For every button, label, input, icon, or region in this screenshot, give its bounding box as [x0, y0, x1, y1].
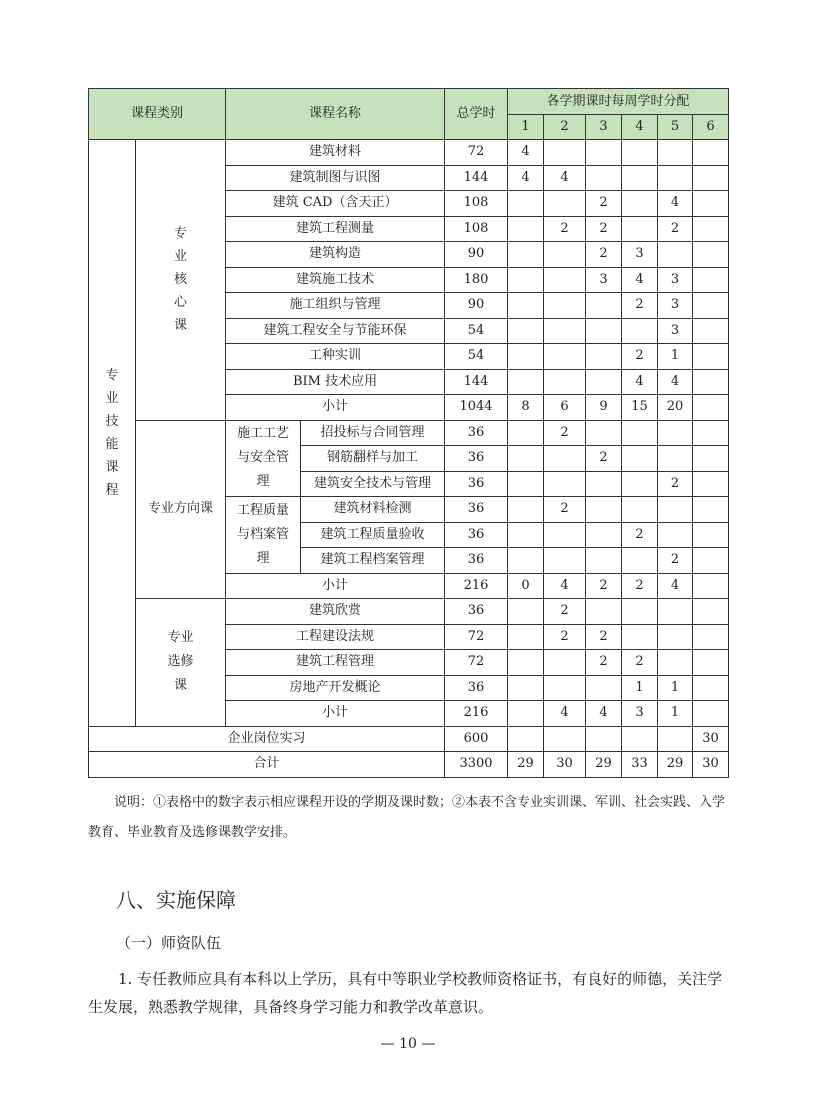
- semester-hours-cell: [622, 318, 658, 344]
- header-distribution: 各学期课时每周学时分配: [508, 89, 729, 115]
- semester-hours-cell: 2: [544, 497, 586, 523]
- semester-hours-cell: [508, 675, 544, 701]
- semester-hours-cell: 2: [622, 344, 658, 370]
- semester-hours-cell: [508, 548, 544, 574]
- course-name-cell: 建筑工程质量验收: [301, 522, 445, 548]
- semester-hours-cell: 2: [586, 216, 622, 242]
- course-schedule-table: [88, 88, 729, 778]
- semester-hours-cell: 3: [658, 293, 693, 319]
- semester-hours-cell: [508, 726, 544, 752]
- total-hours-cell: 54: [445, 344, 508, 370]
- semester-hours-cell: [508, 522, 544, 548]
- total-hours-cell: 36: [445, 522, 508, 548]
- page-number: — 10 —: [380, 1036, 436, 1052]
- semester-hours-cell: 4: [586, 701, 622, 727]
- semester-hours-cell: [658, 624, 693, 650]
- semester-hours-cell: [586, 548, 622, 574]
- section-heading: 八、实施保障: [116, 888, 236, 912]
- semester-hours-cell: 4: [544, 165, 586, 191]
- semester-hours-cell: 2: [544, 624, 586, 650]
- course-name-cell: 建筑构造: [226, 242, 445, 268]
- semester-hours-cell: [586, 599, 622, 625]
- course-name-cell: 小计: [226, 701, 445, 727]
- semester-hours-cell: 2: [622, 293, 658, 319]
- semester-hours-cell: [693, 675, 729, 701]
- semester-hours-cell: [622, 497, 658, 523]
- semester-hours-cell: 1: [658, 344, 693, 370]
- header-semester: 5: [658, 115, 693, 140]
- semester-hours-cell: [508, 318, 544, 344]
- internship-row: [89, 726, 729, 752]
- semester-hours-cell: [508, 267, 544, 293]
- total-hours-cell: 72: [445, 650, 508, 676]
- semester-hours-cell: [693, 242, 729, 268]
- semester-hours-cell: [693, 369, 729, 395]
- semester-hours-cell: [622, 140, 658, 166]
- total-hours-cell: 3300: [445, 752, 508, 778]
- semester-hours-cell: [508, 446, 544, 472]
- total-hours-cell: 36: [445, 548, 508, 574]
- header-semester: 6: [693, 115, 729, 140]
- semester-hours-cell: 2: [658, 471, 693, 497]
- semester-hours-cell: 30: [544, 752, 586, 778]
- course-name-cell: 建筑 CAD（含天正）: [226, 191, 445, 217]
- course-name-cell: 企业岗位实习: [89, 726, 445, 752]
- semester-hours-cell: 30: [693, 726, 729, 752]
- semester-hours-cell: 2: [586, 573, 622, 599]
- course-name-cell: BIM 技术应用: [226, 369, 445, 395]
- semester-hours-cell: [508, 599, 544, 625]
- semester-hours-cell: [508, 701, 544, 727]
- semester-hours-cell: [693, 471, 729, 497]
- subsection-heading: （一）师资队伍: [116, 934, 222, 952]
- semester-hours-cell: [693, 395, 729, 421]
- semester-hours-cell: 2: [658, 216, 693, 242]
- header-semester: 3: [586, 115, 622, 140]
- semester-hours-cell: [693, 624, 729, 650]
- table-row: [89, 599, 729, 625]
- course-name-cell: 小计: [226, 395, 445, 421]
- group-core-cell: [136, 140, 226, 421]
- total-hours-cell: 144: [445, 165, 508, 191]
- semester-hours-cell: [658, 420, 693, 446]
- total-hours-cell: 90: [445, 242, 508, 268]
- course-name-cell: 工种实训: [226, 344, 445, 370]
- semester-hours-cell: [658, 140, 693, 166]
- semester-hours-cell: 4: [658, 191, 693, 217]
- course-name-cell: 小计: [226, 573, 445, 599]
- semester-hours-cell: 2: [586, 446, 622, 472]
- table-note: 说明：①表格中的数字表示相应课程开设的学期及课时数；②本表不含专业实训课、军训、社会实践、入学教育、毕业教育及选修课教学安排。: [88, 795, 726, 840]
- total-hours-cell: 108: [445, 191, 508, 217]
- semester-hours-cell: [544, 522, 586, 548]
- semester-hours-cell: [586, 726, 622, 752]
- semester-hours-cell: [586, 522, 622, 548]
- semester-hours-cell: [622, 624, 658, 650]
- semester-hours-cell: 4: [658, 369, 693, 395]
- semester-hours-cell: 15: [622, 395, 658, 421]
- semester-hours-cell: 3: [586, 267, 622, 293]
- semester-hours-cell: [508, 293, 544, 319]
- semester-hours-cell: [544, 369, 586, 395]
- group-direction-cell: 专业方向课: [136, 420, 226, 599]
- semester-hours-cell: [658, 165, 693, 191]
- semester-hours-cell: 3: [622, 701, 658, 727]
- semester-hours-cell: [693, 267, 729, 293]
- group-main-cell-text: 专业技能课程: [105, 367, 119, 498]
- subgroup-quality-text: 工程质量与档案管理: [237, 502, 290, 566]
- course-name-cell: 房地产开发概论: [226, 675, 445, 701]
- course-name-cell: 建筑制图与识图: [226, 165, 445, 191]
- semester-hours-cell: [693, 165, 729, 191]
- total-hours-cell: 180: [445, 267, 508, 293]
- total-hours-cell: 54: [445, 318, 508, 344]
- semester-hours-cell: 4: [508, 140, 544, 166]
- semester-hours-cell: [544, 191, 586, 217]
- semester-hours-cell: [508, 650, 544, 676]
- semester-hours-cell: [544, 140, 586, 166]
- group-main-cell: [89, 140, 136, 727]
- total-hours-cell: 600: [445, 726, 508, 752]
- semester-hours-cell: [622, 446, 658, 472]
- body-paragraph: 1. 专任教师应具有本科以上学历，具有中等职业学校教师资格证书，有良好的师德，关注学生发展，熟悉教学规律，具备终身学习能力和教学改革意识。: [88, 970, 723, 1016]
- semester-hours-cell: [658, 650, 693, 676]
- semester-hours-cell: [586, 369, 622, 395]
- semester-hours-cell: [586, 318, 622, 344]
- semester-hours-cell: [658, 522, 693, 548]
- semester-hours-cell: [586, 471, 622, 497]
- semester-hours-cell: [544, 344, 586, 370]
- semester-hours-cell: 9: [586, 395, 622, 421]
- semester-hours-cell: [622, 216, 658, 242]
- semester-hours-cell: 30: [693, 752, 729, 778]
- semester-hours-cell: [693, 573, 729, 599]
- course-name-cell: 建筑工程档案管理: [301, 548, 445, 574]
- semester-hours-cell: 6: [544, 395, 586, 421]
- semester-hours-cell: [693, 293, 729, 319]
- semester-hours-cell: [693, 446, 729, 472]
- course-name-cell: 建筑工程测量: [226, 216, 445, 242]
- semester-hours-cell: 0: [508, 573, 544, 599]
- header-course-name: 课程名称: [226, 89, 445, 140]
- semester-hours-cell: [508, 369, 544, 395]
- semester-hours-cell: [658, 446, 693, 472]
- table-row: [89, 140, 729, 166]
- semester-hours-cell: [693, 599, 729, 625]
- semester-hours-cell: 29: [586, 752, 622, 778]
- course-name-cell: 合计: [89, 752, 445, 778]
- table-row: [89, 420, 729, 446]
- semester-hours-cell: 33: [622, 752, 658, 778]
- semester-hours-cell: 4: [544, 701, 586, 727]
- semester-hours-cell: [544, 446, 586, 472]
- semester-hours-cell: 2: [622, 573, 658, 599]
- course-name-cell: 钢筋翻样与加工: [301, 446, 445, 472]
- semester-hours-cell: [508, 420, 544, 446]
- semester-hours-cell: 3: [622, 242, 658, 268]
- group-elective-text: 专业选修课: [167, 630, 194, 694]
- total-hours-cell: 36: [445, 675, 508, 701]
- semester-hours-cell: 2: [622, 650, 658, 676]
- semester-hours-cell: [586, 497, 622, 523]
- semester-hours-cell: [658, 599, 693, 625]
- course-name-cell: 工程建设法规: [226, 624, 445, 650]
- semester-hours-cell: [658, 497, 693, 523]
- semester-hours-cell: [693, 318, 729, 344]
- semester-hours-cell: [586, 675, 622, 701]
- semester-hours-cell: 2: [544, 216, 586, 242]
- subgroup-safety-text: 施工工艺与安全管理: [237, 426, 290, 490]
- semester-hours-cell: [622, 599, 658, 625]
- group-core-cell-text: 专业核心课: [174, 226, 188, 334]
- semester-hours-cell: [544, 471, 586, 497]
- total-hours-cell: 216: [445, 573, 508, 599]
- header-semester: 1: [508, 115, 544, 140]
- semester-hours-cell: [544, 726, 586, 752]
- semester-hours-cell: [508, 497, 544, 523]
- semester-hours-cell: 2: [544, 599, 586, 625]
- total-hours-cell: 108: [445, 216, 508, 242]
- semester-hours-cell: [508, 471, 544, 497]
- semester-hours-cell: [544, 548, 586, 574]
- semester-hours-cell: [622, 548, 658, 574]
- semester-hours-cell: [508, 191, 544, 217]
- semester-hours-cell: 2: [622, 522, 658, 548]
- semester-hours-cell: 2: [658, 548, 693, 574]
- total-hours-cell: 1044: [445, 395, 508, 421]
- semester-hours-cell: [508, 242, 544, 268]
- total-hours-cell: 36: [445, 471, 508, 497]
- semester-hours-cell: 1: [658, 675, 693, 701]
- semester-hours-cell: [622, 471, 658, 497]
- semester-hours-cell: [693, 650, 729, 676]
- total-hours-cell: 36: [445, 446, 508, 472]
- semester-hours-cell: 29: [508, 752, 544, 778]
- semester-hours-cell: [544, 267, 586, 293]
- course-name-cell: 建筑工程安全与节能环保: [226, 318, 445, 344]
- total-hours-cell: 216: [445, 701, 508, 727]
- semester-hours-cell: [693, 548, 729, 574]
- semester-hours-cell: 20: [658, 395, 693, 421]
- semester-hours-cell: [586, 293, 622, 319]
- semester-hours-cell: [693, 191, 729, 217]
- course-name-cell: 施工组织与管理: [226, 293, 445, 319]
- semester-hours-cell: 29: [658, 752, 693, 778]
- semester-hours-cell: [658, 726, 693, 752]
- semester-hours-cell: [693, 497, 729, 523]
- course-name-cell: 建筑材料检测: [301, 497, 445, 523]
- semester-hours-cell: [544, 318, 586, 344]
- course-name-cell: 建筑欣赏: [226, 599, 445, 625]
- semester-hours-cell: [658, 242, 693, 268]
- semester-hours-cell: [586, 140, 622, 166]
- course-name-cell: 建筑安全技术与管理: [301, 471, 445, 497]
- semester-hours-cell: 3: [658, 318, 693, 344]
- semester-hours-cell: [622, 420, 658, 446]
- header-total-hours: 总学时: [445, 89, 508, 140]
- header-category: 课程类别: [89, 89, 226, 140]
- header-semester: 4: [622, 115, 658, 140]
- semester-hours-cell: [693, 140, 729, 166]
- course-name-cell: 招投标与合同管理: [301, 420, 445, 446]
- semester-hours-cell: 4: [508, 165, 544, 191]
- total-hours-cell: 36: [445, 599, 508, 625]
- semester-hours-cell: 4: [622, 267, 658, 293]
- semester-hours-cell: [586, 344, 622, 370]
- semester-hours-cell: [544, 242, 586, 268]
- semester-hours-cell: 2: [586, 650, 622, 676]
- semester-hours-cell: [544, 293, 586, 319]
- semester-hours-cell: 4: [622, 369, 658, 395]
- semester-hours-cell: [693, 701, 729, 727]
- subgroup-safety-cell: [226, 420, 301, 497]
- semester-hours-cell: 2: [586, 242, 622, 268]
- semester-hours-cell: 3: [658, 267, 693, 293]
- total-hours-cell: 90: [445, 293, 508, 319]
- semester-hours-cell: [544, 675, 586, 701]
- total-hours-cell: 36: [445, 420, 508, 446]
- semester-hours-cell: 4: [544, 573, 586, 599]
- total-row: [89, 752, 729, 778]
- total-hours-cell: 144: [445, 369, 508, 395]
- course-name-cell: 建筑材料: [226, 140, 445, 166]
- semester-hours-cell: [508, 216, 544, 242]
- semester-hours-cell: [508, 344, 544, 370]
- semester-hours-cell: [544, 650, 586, 676]
- group-elective-cell: [136, 599, 226, 727]
- semester-hours-cell: [622, 165, 658, 191]
- course-name-cell: 建筑工程管理: [226, 650, 445, 676]
- semester-hours-cell: 2: [586, 624, 622, 650]
- semester-hours-cell: 1: [658, 701, 693, 727]
- semester-hours-cell: [508, 624, 544, 650]
- subgroup-quality-cell: [226, 497, 301, 574]
- semester-hours-cell: [693, 420, 729, 446]
- semester-hours-cell: [693, 344, 729, 370]
- semester-hours-cell: [693, 522, 729, 548]
- course-name-cell: 建筑施工技术: [226, 267, 445, 293]
- total-hours-cell: 72: [445, 624, 508, 650]
- semester-hours-cell: 2: [544, 420, 586, 446]
- semester-hours-cell: [622, 726, 658, 752]
- semester-hours-cell: 2: [586, 191, 622, 217]
- semester-hours-cell: 1: [622, 675, 658, 701]
- semester-hours-cell: 8: [508, 395, 544, 421]
- total-hours-cell: 72: [445, 140, 508, 166]
- header-semester: 2: [544, 115, 586, 140]
- semester-hours-cell: [693, 216, 729, 242]
- semester-hours-cell: 4: [658, 573, 693, 599]
- semester-hours-cell: [586, 420, 622, 446]
- semester-hours-cell: [622, 191, 658, 217]
- total-hours-cell: 36: [445, 497, 508, 523]
- semester-hours-cell: [586, 165, 622, 191]
